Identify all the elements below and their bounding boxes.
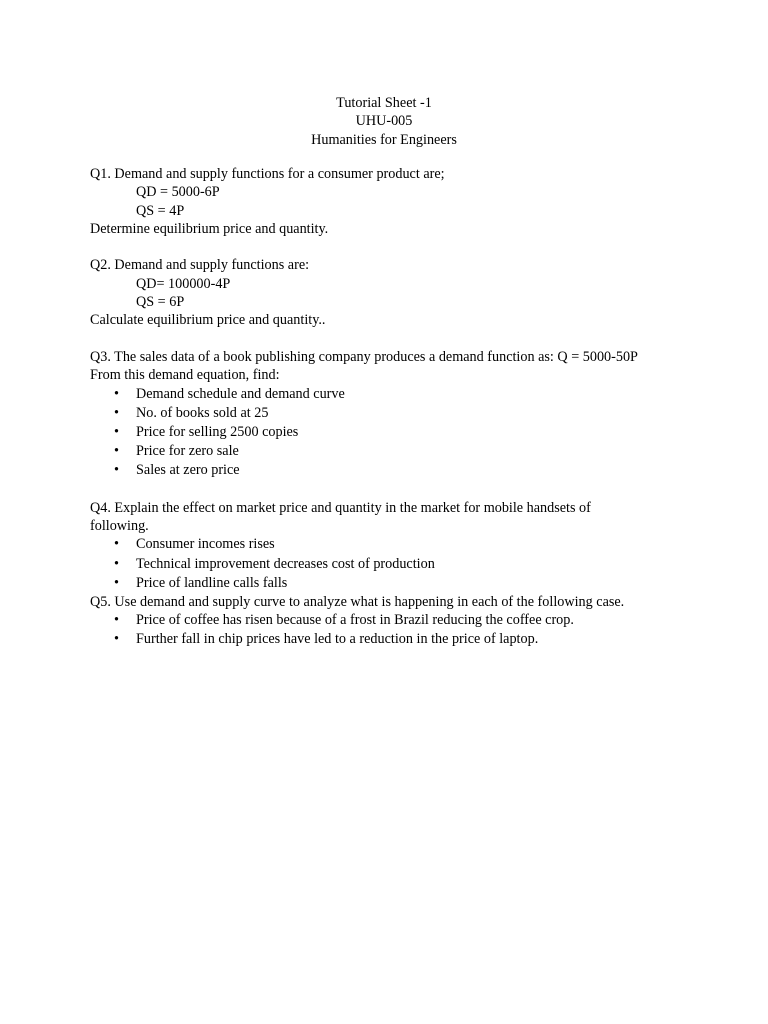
bullet-icon: • — [114, 404, 119, 421]
bullet-icon: • — [114, 612, 119, 629]
list-item: • Consumer incomes rises — [114, 536, 275, 553]
list-item: • Price of landline calls falls — [114, 574, 288, 591]
bullet-icon: • — [114, 423, 119, 440]
bullet-icon: • — [114, 631, 119, 648]
list-item: • Demand schedule and demand curve — [114, 385, 345, 402]
q4-list — [90, 535, 710, 593]
q3-text: Q3. The sales data of a book publishing company produces a demand function as: Q = 5000-50P — [90, 348, 638, 365]
sheet-title: Tutorial Sheet -1 — [336, 95, 432, 111]
q3-intro: From this demand equation, find: — [90, 367, 280, 384]
list-item: • Sales at zero price — [114, 462, 240, 479]
q4-text-line2: following. — [90, 518, 149, 535]
q2-text: Q2. Demand and supply functions are: — [90, 257, 310, 274]
list-item: • Further fall in chip prices have led to a reduction in the price of laptop. — [114, 631, 539, 648]
bullet-icon: • — [114, 462, 119, 479]
q3-list — [90, 385, 710, 481]
q4-text-line1: Q4. Explain the effect on market price and quantity in the market for mobile handsets of — [90, 499, 591, 516]
spacer — [90, 330, 710, 348]
q2-task: Calculate equilibrium price and quantity.. — [90, 312, 326, 329]
list-item: • Price for zero sale — [114, 443, 239, 460]
course-code: UHU-005 — [355, 113, 413, 130]
bullet-icon: • — [114, 555, 119, 572]
list-item: • Technical improvement decreases cost of production — [114, 555, 435, 572]
bullet-icon: • — [114, 443, 119, 460]
document-body — [90, 165, 710, 650]
spacer — [90, 238, 710, 256]
q5-text: Q5. Use demand and supply curve to analyze what is happening in each of the following case. — [90, 593, 625, 610]
document-header — [0, 94, 768, 149]
q1-demand-equation: QD = 5000-6P — [136, 184, 220, 201]
q2-supply-equation: QS = 6P — [136, 294, 185, 311]
list-item: • Price for selling 2500 copies — [114, 423, 299, 440]
list-item: • Price of coffee has risen because of a frost in Brazil reducing the coffee crop. — [114, 612, 574, 629]
q1-task: Determine equilibrium price and quantity. — [90, 220, 329, 237]
bullet-icon: • — [114, 574, 119, 591]
list-item: • No. of books sold at 25 — [114, 404, 269, 421]
q2-demand-equation: QD= 100000-4P — [136, 275, 231, 292]
course-name: Humanities for Engineers — [311, 131, 457, 148]
q1-supply-equation: QS = 4P — [136, 202, 185, 219]
q5-list — [90, 611, 710, 649]
bullet-icon: • — [114, 385, 119, 402]
spacer — [90, 481, 710, 499]
bullet-icon: • — [114, 536, 119, 553]
q1-text: Q1. Demand and supply functions for a consumer product are; — [90, 166, 445, 182]
